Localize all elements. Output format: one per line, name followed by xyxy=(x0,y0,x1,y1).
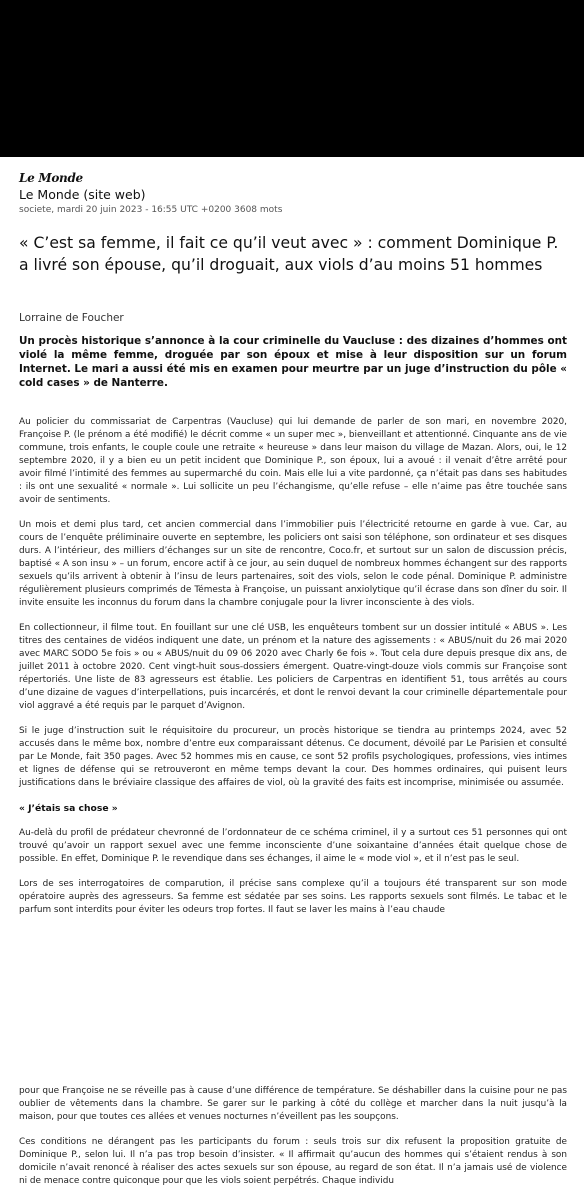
paragraph: Un mois et demi plus tard, cet ancien commercial dans l’immobilier puis l’électricité retourne en garde à vue. Car, au cours de l’enquête préliminaire ouverte en septembre, les policiers ont saisi son téléphone, son ordinateur et ses disques durs. A l’intérieur, des milliers d’échanges sur un site de rencontre, Coco.fr, et surtout sur un salon de discussion précis, baptisé « A son insu » – un forum, encore actif à ce jour, au sein duquel de nombreux hommes échangent sur des rapports sexuels qu’ils arrivent à obtenir à l’insu de leurs partenaires, soit des viols, selon le code pénal. Dominique P. administre régulièrement plusieurs comprimés de Témesta à Françoise, un puissant anxiolytique qu’il écrase dans son dîner du soir. Il invite ensuite les inconnus du forum dans la chambre conjugale pour la livrer inconsciente à des viols. xyxy=(19,520,567,608)
article-page-continued xyxy=(0,1077,584,1200)
paragraph: pour que Françoise ne se réveille pas à cause d’une différence de température. Se déshabiller dans la cuisine pour ne pas oublier de vêtements dans la chambre. Se garer sur le parking à côté du collège et marcher dans la nuit jusqu’à la maison, pour que toutes ces allées et venues nocturnes n’éveillent pas les soupçons. xyxy=(19,1086,567,1122)
article-body-continued xyxy=(19,1085,567,1200)
paragraph: Lors de ses interrogatoires de comparution, il précise sans complexe qu’il a toujours été transparent sur son mode opératoire auprès des agresseurs. Sa femme est sédatée par ses soins. Les rapports sexuels sont filmés. Le tabac et le parfum sont interdits pour éviter les odeurs trop fortes. Il faut se laver les mains à l’eau chaude xyxy=(19,879,567,915)
le-monde-logo: Le Monde xyxy=(19,171,83,185)
article-lead: Un procès historique s’annonce à la cour criminelle du Vaucluse : des dizaines d’hommes ont violé la même femme, droguée par son époux et mise à leur disposition sur un forum Internet. Le mari a aussi été mis en examen pour meurtre par un juge d’instruction du pôle « cold cases » de Nanterre. xyxy=(19,335,567,389)
paragraph: Si le juge d’instruction suit le réquisitoire du procureur, un procès historique se tiendra au printemps 2024, avec 52 accusés dans le même box, nombre d’entre eux comparaissant détenus. Ce document, dévoilé par Le Parisien et consulté par Le Monde, fait 350 pages. Avec 52 hommes mis en cause, ce sont 52 profils psychologiques, professions, vies intimes et lignes de défense qui se retrouveront en même temps devant la cour. Des hommes ordinaires, qui puisent leurs justifications dans le bréviaire classique des affaires de viol, où la gravité des faits est incomprise, minimisée ou assumée. xyxy=(19,726,567,788)
article-meta: societe, mardi 20 juin 2023 - 16:55 UTC +0200 3608 mots xyxy=(19,205,283,215)
paragraph: Ces conditions ne dérangent pas les participants du forum : seuls trois sur dix refusent la proposition gratuite de Dominique P., selon lui. Il n’a pas trop besoin d’insister. « Il affirmait qu’aucun des hommes qui s’étaient rendus à son domicile n’avait renoncé à réaliser des actes sexuels sur son épouse, au regard de son état. Il n’a jamais usé de violence ni de menace contre quiconque pour que les viols soient perpétrés. Chaque individu xyxy=(19,1137,567,1186)
dark-background-top xyxy=(0,0,584,157)
paragraph: Au-delà du profil de prédateur chevronné de l’ordonnateur de ce schéma criminel, il y a surtout ces 51 personnes qui ont trouvé qu’avoir un rapport sexuel avec une femme inconsciente d’une soixantaine d’années était quelque chose de possible. En effet, Dominique P. le revendique dans ses échanges, il aime le « mode viol », et il n’est pas le seul. xyxy=(19,828,567,864)
source-name: Le Monde (site web) xyxy=(19,187,146,202)
paragraph: Au policier du commissariat de Carpentras (Vaucluse) qui lui demande de parler de son mari, en novembre 2020, Françoise P. (le prénom a été modifié) le décrit comme « un super mec », bienveillant et attentionné. Cinquante ans de vie commune, trois enfants, le couple coule une retraite « heureuse » dans leur maison du village de Mazan. Alors, oui, le 12 septembre 2020, il y a bien eu un petit incident que Dominique P., son époux, lui a avoué : il venait d’être arrêté pour avoir filmé l’intimité des femmes au supermarché du coin. Mais elle lui a vite pardonné, ça n’était pas dans ses habitudes : ils ont une sexualité « normale ». Lui sollicite un peu l’échangisme, qu’elle refuse – elle n’aime pas être touchée sans avoir de sentiments. xyxy=(19,417,567,505)
article-author: Lorraine de Foucher xyxy=(19,312,124,324)
article-body xyxy=(19,416,567,929)
paragraph: En collectionneur, il filme tout. En fouillant sur une clé USB, les enquêteurs tombent sur un dossier intitulé « ABUS ». Les titres des centaines de vidéos indiquent une date, un prénom et la nature des agissements : « ABUS/nuit du 26 mai 2020 avec MARC SODO 5e fois » ou « ABUS/nuit du 09 06 2020 avec Charly 6e fois ». Tout cela dure depuis presque dix ans, de juillet 2011 à octobre 2020. Cent vingt-huit sous-dossiers émergent. Quatre-vingt-douze viols commis sur Françoise sont répertoriés. Une liste de 83 agresseurs est établie. Les policiers de Carpentras en identifient 51, tous arrêtés au cours d’une dizaine de vagues d’interpellations, puis incarcérés, et dont le renvoi devant la cour criminelle départementale pour viol aggravé a été requis par le parquet d’Avignon. xyxy=(19,623,567,711)
article-page xyxy=(0,157,584,1087)
article-title: « C’est sa femme, il fait ce qu’il veut avec » : comment Dominique P. a livré son épouse, qu’il droguait, aux viols d’au moins 51 hommes xyxy=(19,234,559,274)
section-subhead: « J’étais sa chose » xyxy=(19,803,118,814)
